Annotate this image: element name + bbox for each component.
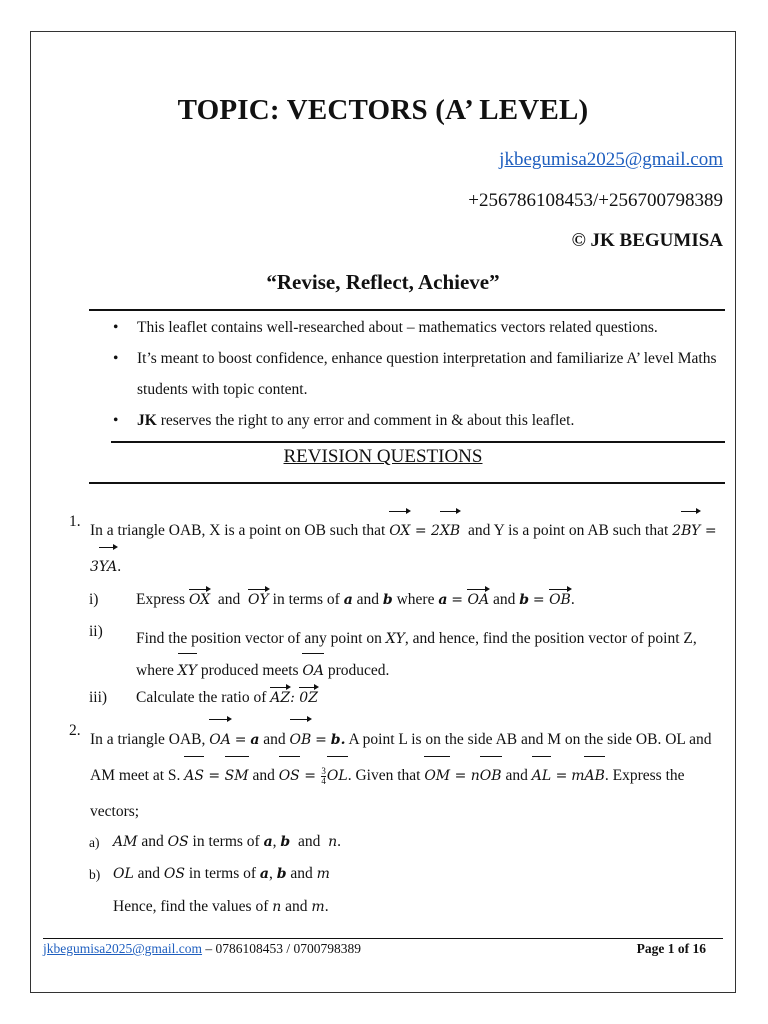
q1-part-i: Express OX and OY in terms of a and b where a = OA and b = OB. [136, 591, 575, 608]
question-number: 2. [69, 722, 81, 739]
intro-bullet-list [109, 312, 725, 436]
question-1-text: In a triangle OAB, X is a point on OB such that OX = 2XB and Y is a point on AB such that 2BY = 3YA. [90, 513, 725, 585]
intro-bullet-2: • It’s meant to boost confidence, enhance question interpretation and familiarize A’ level Maths students with topic content. [109, 343, 725, 405]
q2-part-a: AM and OS in terms of a, b and n. [113, 833, 341, 850]
author-phones: +256786108453/+256700798389 [468, 190, 723, 211]
jk-bold: JK [137, 412, 157, 429]
page-number: Page 1 of 16 [636, 941, 706, 956]
question-number: 1. [69, 513, 81, 530]
author-email-link[interactable]: jkbegumisa2025@gmail.com [499, 149, 723, 170]
divider-bottom [89, 482, 725, 484]
q2-part-b: OL and OS in terms of a, b and m [113, 865, 330, 882]
q2-part-a-label: a) [89, 835, 100, 850]
question-2 [69, 722, 725, 830]
divider-top [89, 309, 725, 311]
footer-divider [43, 938, 723, 939]
footer-email-link[interactable]: jkbegumisa2025@gmail.com [43, 941, 203, 956]
document-page [30, 31, 736, 993]
q2-hence: Hence, find the values of n and m. [113, 898, 329, 915]
q1-part-ii: Find the position vector of any point on XY, and hence, find the position vector of point Z, where XY produced meets OA produced. [136, 623, 726, 687]
question-1 [69, 513, 725, 585]
q2-part-b-label: b) [89, 867, 101, 882]
divider-middle [111, 441, 725, 443]
q1-part-iii: Calculate the ratio of AZ: 0Z [136, 689, 318, 706]
q1-part-iii-label: iii) [89, 689, 108, 706]
page-footer [43, 941, 723, 957]
copyright: © JK BEGUMISA [571, 230, 723, 251]
q1-part-ii-label: ii) [89, 623, 103, 640]
footer-phones: – 0786108453 / 0700798389 [202, 941, 362, 956]
question-2-text: In a triangle OAB, OA = a and OB = b. A point L is on the side AB and M on the side OB. OL and AM meet at S. AS = SM and OS = $\frac{3}{4}$ OL. Given that OM = nOB and AL = mAB. Express the vectors; [90, 722, 725, 830]
intro-bullet-3 [109, 405, 725, 436]
q1-part-i-label: i) [89, 591, 99, 608]
motto: “Revise, Reflect, Achieve” [266, 270, 500, 294]
intro-bullet-3-text: reserves the right to any error and comment in & about this leaflet. [156, 412, 575, 429]
intro-bullet-1: • This leaflet contains well-researched about – mathematics vectors related questions. [109, 312, 725, 343]
page-title: TOPIC: VECTORS (A’ LEVEL) [177, 94, 589, 126]
section-heading: REVISION QUESTIONS [283, 446, 483, 467]
